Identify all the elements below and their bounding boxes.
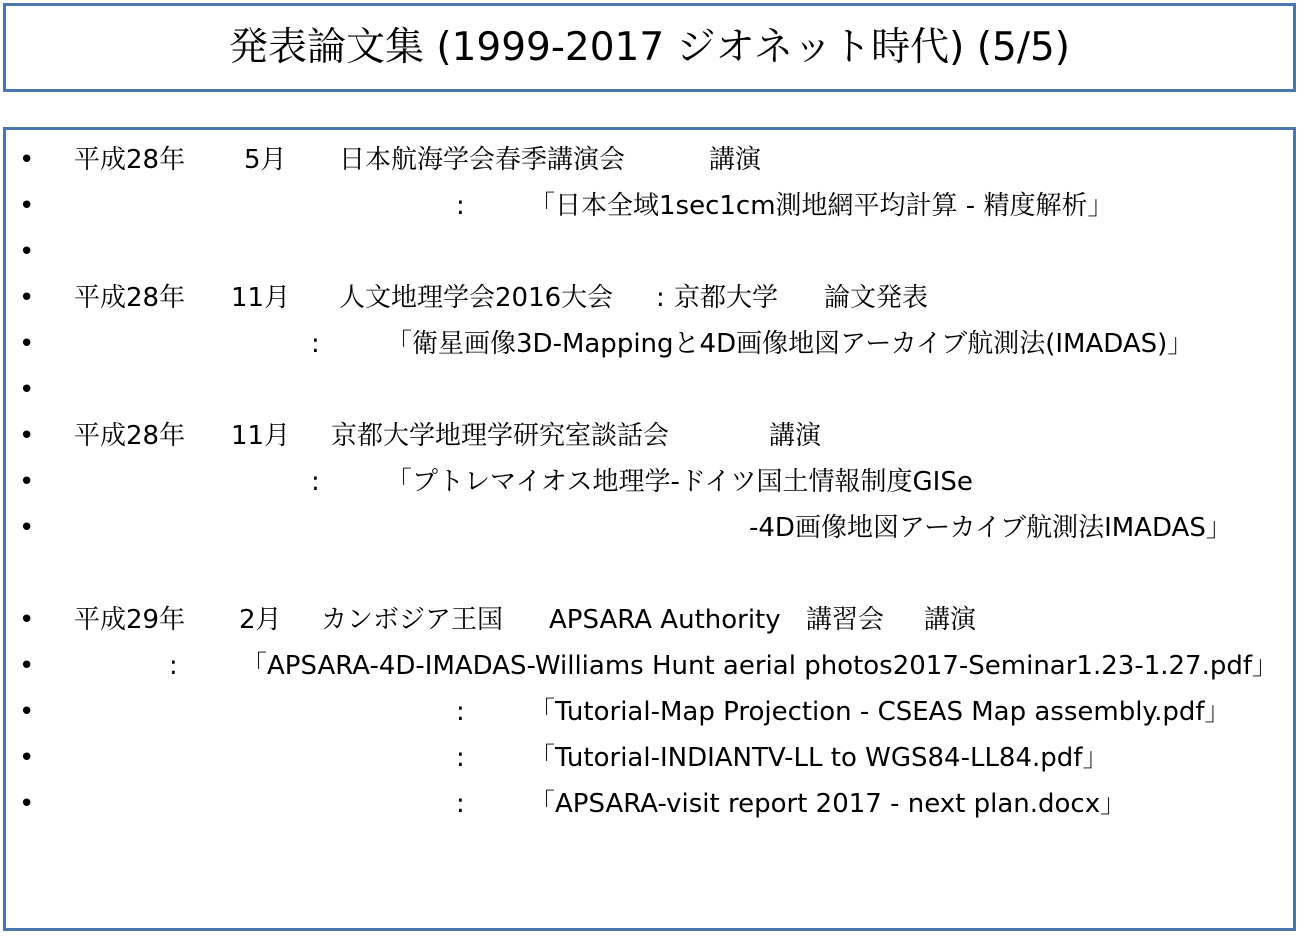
item-file: 「APSARA-4D-IMADAS-Williams Hunt aerial photos2017-Seminar1.23-1.27.pdf」 [241,651,1279,681]
item-title: 「日本全域1sec1cm測地網平均計算 - 精度解析」 [529,191,1114,221]
item-type: 講演 [709,145,762,175]
item-colon: : [311,329,320,359]
list-item [6,281,1293,315]
bullet: • [19,191,35,221]
list-item [6,649,1293,683]
content-box [3,127,1296,931]
list-item [6,511,1293,545]
bullet: • [19,513,35,543]
item-place: 京都大学 [674,283,779,313]
bullet: • [19,283,35,313]
page-title: 発表論文集 (1999-2017 ジオネット時代) (5/5) [228,25,1070,70]
item-file: 「Tutorial-INDIANTV-LL to WGS84-LL84.pdf」 [529,743,1109,773]
list-item [6,465,1293,499]
item-title-continued: -4D画像地図アーカイブ航測法IMADAS」 [749,513,1232,543]
item-venue: 京都大学地理学研究室談話会 [331,421,670,451]
list-item [6,419,1293,453]
item-month: 11月 [231,283,291,313]
bullet: • [19,329,35,359]
item-venue: 人文地理学会2016大会 [339,283,614,313]
item-month: 11月 [231,421,291,451]
item-file: 「Tutorial-Map Projection - CSEAS Map assembly.pdf」 [529,697,1231,727]
item-year: 平成28年 [74,145,186,175]
title-box [3,3,1296,92]
list-item [6,741,1293,775]
item-type: 論文発表 [824,283,929,313]
list-item [6,235,1293,269]
item-colon: : [456,191,465,221]
bullet: • [19,743,35,773]
list-item [6,695,1293,729]
list-item [6,603,1293,637]
item-event: 講習会 [806,605,885,635]
item-title: 「衛星画像3D-Mappingと4D画像地図アーカイブ航測法(IMADAS)」 [386,329,1194,359]
item-month: 5月 [244,145,287,175]
list-item [6,787,1293,821]
list-item [6,327,1293,361]
item-colon: : [456,743,465,773]
item-colon: : [656,283,665,313]
bullet: • [19,697,35,727]
item-type: 講演 [924,605,977,635]
item-colon: : [456,789,465,819]
item-colon: : [311,467,320,497]
item-colon: : [169,651,178,681]
bullet: • [19,375,35,405]
item-country: カンボジア王国 [321,605,504,635]
item-month: 2月 [239,605,282,635]
item-year: 平成29年 [74,605,186,635]
list-item [6,373,1293,407]
bullet: • [19,145,35,175]
bullet: • [19,605,35,635]
item-year: 平成28年 [74,283,186,313]
item-file: 「APSARA-visit report 2017 - next plan.docx」 [529,789,1127,819]
item-type: 講演 [769,421,822,451]
bullet: • [19,789,35,819]
item-year: 平成28年 [74,421,186,451]
bullet: • [19,467,35,497]
bullet: • [19,421,35,451]
item-colon: : [456,697,465,727]
item-venue: 日本航海学会春季講演会 [339,145,626,175]
bullet: • [19,651,35,681]
list-item [6,189,1293,223]
list-item [6,143,1293,177]
bullet: • [19,237,35,267]
item-organization: APSARA Authority [549,605,781,635]
item-title: 「プトレマイオス地理学-ドイツ国土情報制度GISe [386,467,973,497]
